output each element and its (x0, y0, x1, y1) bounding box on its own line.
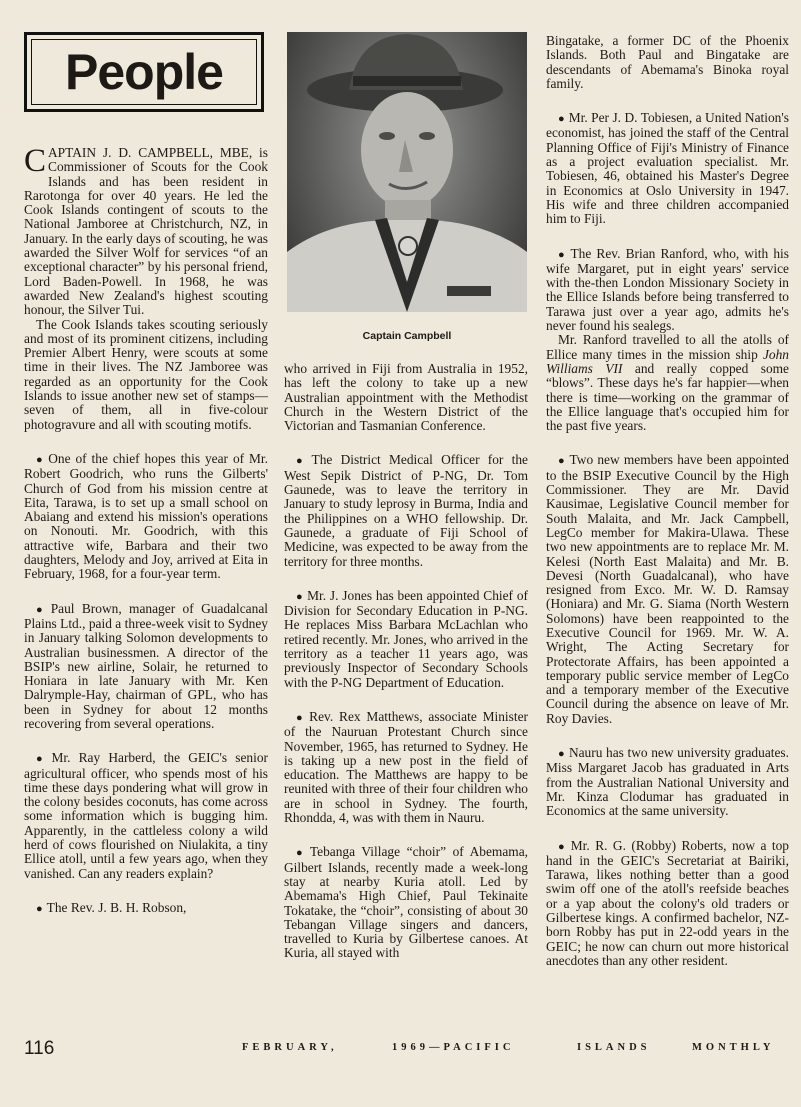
photo-caption: Captain Campbell (362, 330, 452, 342)
item-jones (284, 589, 528, 690)
item-tebanga (284, 845, 528, 960)
item-text: Two new members have been appointed to the BSIP Executive Council by the High Commissioner. They are Mr. David Kausimae, Legislative Council member for South Malaita, and Mr. Jack Campbell, LegCo member for Makira-Ulawa. These two new appointments are to replace Mr. M. Kelesi (North East Malaita) and Mr. B. Devesi (North Guadalcanal), who have resigned from Exco. Mr. W. D. Ramsay (Honiara) and Mr. G. Siama (North Western Solomons) have been reappointed to the Executive Council for 1969. Mr. W. A. Wright, The Acting Secretary for Protectorate Affairs, has been appointed a temporary public service member of LegCo and a temporary member of the Executive Council during the absence on leave of Mr. Roy Davies. (546, 452, 789, 726)
column-1 (24, 0, 268, 916)
item-matthews (284, 710, 528, 825)
item-text: Tebanga Village “choir” of Abemama, Gilbert Islands, recently made a week-long stay at nearby Kuria atoll. Led by Abemama's High Chief, Paul Tekinaite Tokatake, the “choir”, consisting of about 30 Tebangan Village singers and dancers, travelled to Kuria by Gilbertese canoes. At Kuria, all stayed with (284, 844, 529, 961)
intro-text: APTAIN J. D. CAMPBELL, MBE, is Commissioner of Scouts for the Cook Islands and has been resident in Rarotonga for over 40 years. He led the Cook Islands contingent of scouts to the National Jamboree at Christchurch, NZ, in January. In the early days of scouting, he was awarded the Silver Wolf for services “of an exceptional character” by his personal friend, Lord Baden-Powell. In 1968, he was awarded New Zealand's highest scouting honour, the Silver Tui. (24, 145, 268, 318)
bullet-icon (296, 452, 312, 467)
bullet-icon (558, 838, 571, 853)
bullet-icon (296, 709, 309, 724)
item-text: Rev. Rex Matthews, associate Minister of the Nauruan Protestant Church since November, 1965, has returned to Sydney. He is taking up a new post in the field of education. The Matthews are happy to be reunited with three of their four children who are in school in Sydney. The fourth, Rhondda, 4, was with them in Nauru. (284, 708, 528, 826)
bullet-icon (558, 110, 569, 125)
item-text: One of the chief hopes this year of Mr. Robert Goodrich, who runs the Gilberts' Church of God from his mission centre at Eita, Tarawa, is to set up a small school on Abaiang and extend his mission's operations on Nonouti. Mr. Goodrich, with this attractive wife, Barbara and their two daughters, Melody and Joy, arrived at Eita in February, 1968, for a four-year term. (24, 450, 268, 582)
ranford-text-a: Mr. Ranford travelled to all the atolls of Ellice many times in the mission ship (546, 332, 789, 362)
item-harberd (24, 751, 268, 881)
bullet-icon (36, 900, 47, 915)
footer-year-text: 1969— (392, 1042, 444, 1053)
item-text: Mr. Ray Harberd, the GEIC's senior agricultural officer, who spends most of his time these days pondering what will grow in the colony besides coconuts, has come across some information which is bugging him. Apparently, in the cattleless colony a wild herd of cows flourished on Niulakita, a tiny Ellice atoll, until a few years ago, when they vanished. Can any readers explain? (24, 750, 268, 881)
ranford-continued (546, 333, 789, 433)
bullet-icon (558, 745, 569, 760)
footer-pub-1: PACIFIC (443, 1042, 515, 1053)
item-tobiesen (546, 111, 789, 226)
item-goodrich (24, 452, 268, 582)
bullet-icon (296, 588, 307, 603)
item-text: Mr. J. Jones has been appointed Chief of Division for Secondary Education in P-NG. He replaces Miss Barbara McLachlan who retired recently. Mr. Jones, who arrived in the territory as a teacher 11 years ago, was previously Inspector of Secondary Schools with the P-NG Department of Education. (284, 587, 528, 690)
item-bsip-council (546, 453, 789, 726)
cook-islands-paragraph: The Cook Islands takes scouting seriously and most of its prominent citizens, including Premier Albert Henry, were scouts at some time in their lives. The NZ Jamboree was regarded as an opportunity for the Cook Islands to issue another new set of stamps—seven of them, all in five-colour photogravure and all with scouting motifs. (24, 316, 268, 432)
item-text: Nauru has two new university graduates. Miss Margaret Jacob has graduated in Arts from the Australian National University and Mr. Kinza Clodumar has graduated in Economics at the same university. (546, 745, 789, 819)
page-number: 116 (24, 1038, 55, 1059)
ranford-text-b: and really copped some “blows”. These days he's far happier—when there is time—working on the grammar of the Ellice language that's occupied him for the past five years. (546, 360, 790, 434)
footer-month: FEBRUARY, (242, 1042, 338, 1053)
ship-name: John Williams VII (546, 346, 789, 376)
item-ranford (546, 247, 789, 334)
item-text: Paul Brown, manager of Guadalcanal Plains Ltd., paid a three-week visit to Sydney in January talking Solomon developments to Australian businessmen. A director of the BSIP's new airline, Solair, he returned to Honiara in late January with Mr. Ken Dalrymple-Hay, chairman of GPL, who has been in Sydney for about 12 months recovering from several operations. (24, 600, 268, 731)
intro-paragraph (24, 143, 268, 318)
bullet-icon (36, 601, 51, 616)
page-footer (24, 1038, 789, 1062)
bullet-icon (36, 750, 51, 765)
item-text: Mr. R. G. (Robby) Roberts, now a top hand in the GEIC's Secretariat at Bairiki, Tarawa, likes nothing better than a good swim off one of the atoll's reefside beaches or a yap about the colony's old traders or Gilbertese kings. A confirmed bachelor, NZ-born Robby has put in 22-odd years in the GEIC; he now can churn out more historical anecdotes than any other resident. (546, 837, 789, 968)
drop-cap: C (24, 143, 47, 179)
item-paul-brown (24, 602, 268, 732)
bullet-icon (558, 246, 570, 261)
footer-pub-2: ISLANDS (577, 1042, 651, 1053)
column-3 (546, 0, 789, 968)
item-nauru-graduates (546, 746, 789, 818)
tebanga-continued: Bingatake, a former DC of the Phoenix Islands. Both Paul and Bingatake are descendants of Abemama's Binoka royal family. (546, 33, 789, 91)
item-roberts (546, 839, 789, 969)
bullet-icon (296, 844, 310, 859)
bullet-icon (558, 452, 570, 467)
footer-pub-3: MONTHLY (692, 1042, 775, 1053)
bullet-icon (36, 451, 48, 466)
item-text: The District Medical Officer for the West Sepik District of P-NG, Dr. Tom Gaunede, was to leave the territory in January to study leprosy in Burma, India and the Philippines on a WHO fellowship. Dr. Gaunede, a graduate of Fiji School of Medicine, was expected to be away from the territory for three months. (284, 452, 528, 569)
item-robson (24, 901, 268, 916)
item-gaunede (284, 453, 528, 568)
item-text: The Rev. Brian Ranford, who, with his wife Margaret, put in eight years' service with the-then London Missionary Society in the Ellice Islands before being transferred to Tarawa just over a year ago, admits he's never found his sealegs. (546, 245, 789, 334)
footer-year (392, 1042, 514, 1053)
item-text: Mr. Per J. D. Tobiesen, a United Nation's economist, has joined the staff of the Central Planning Office of Fiji's Ministry of Finance as a project evaluation specialist. Mr. Tobiesen, 46, obtained his Master's Degree in Economics at Oslo University in 1947. His wife and three children accompanied him to Fiji. (546, 110, 789, 227)
column-2 (284, 0, 528, 961)
item-text: The Rev. J. B. H. Robson, (46, 899, 187, 915)
robson-continued: who arrived in Fiji from Australia in 1952, has left the colony to take up a new Australian appointment with the Methodist Church in the Western District of the Victorian and Tasmanian Conference. (284, 361, 528, 434)
section-title: People (65, 44, 223, 100)
